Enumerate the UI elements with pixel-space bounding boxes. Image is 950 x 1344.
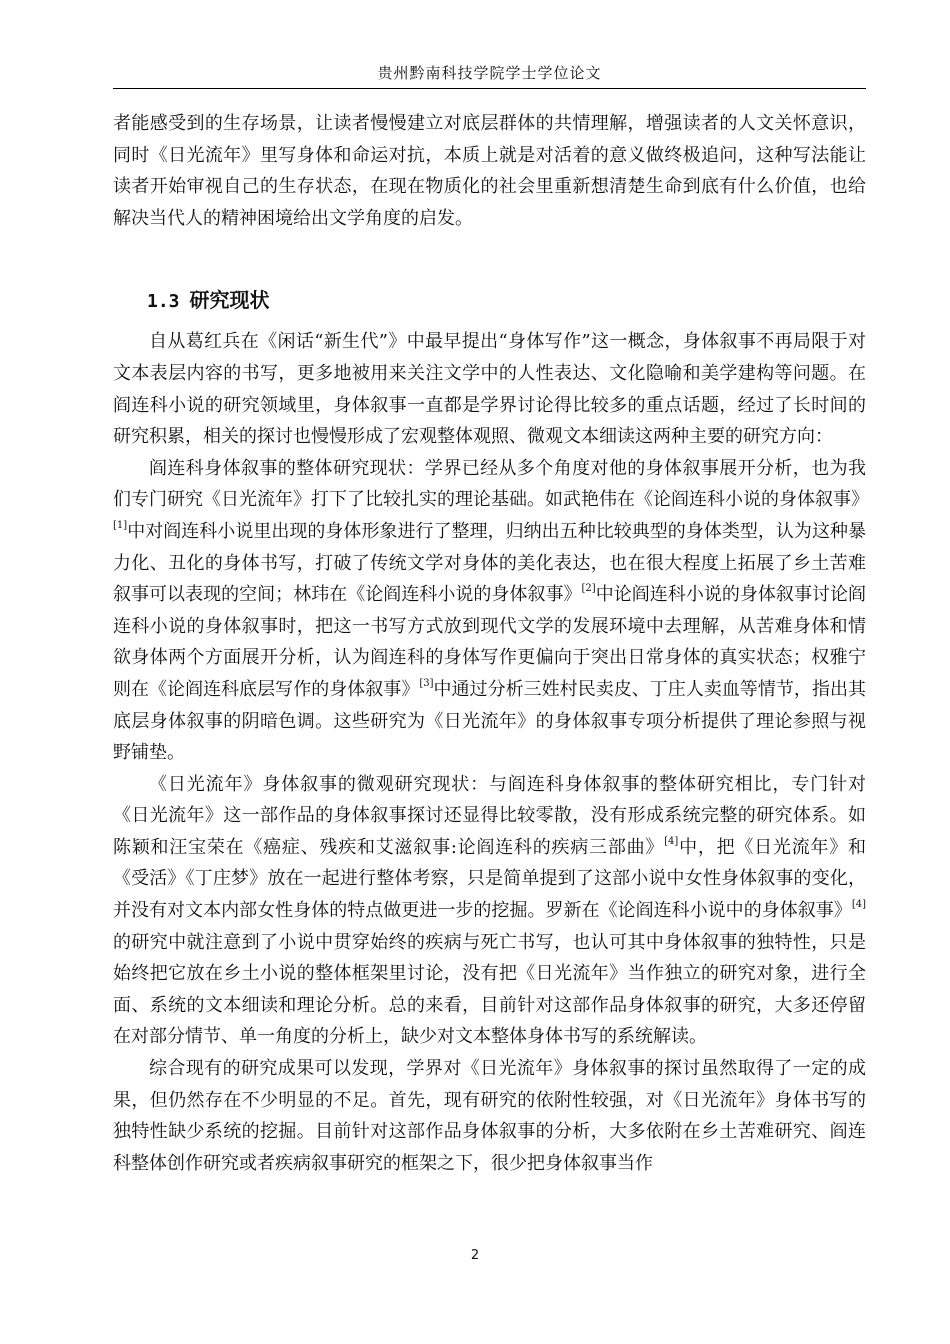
text-segment: 《日光流年》身体叙事的微观研究现状：与阎连科身体叙事的整体研究相比，专门针对《日光流年》这一部作品的身体叙事探讨还显得比较零散，没有形成系统完整的研究体系。如陈颖和汪宝荣在《癌症、残疾和艾滋叙事:论阎连科的疾病三部曲》: [113, 773, 866, 858]
page-body: [113, 108, 869, 1179]
section-number: 1.3: [147, 291, 180, 313]
section-heading: [147, 286, 866, 316]
page-number: 2: [470, 1248, 480, 1263]
text-segment: 中，把《日光流年》和《受活》《丁庄梦》放在一起进行整体考察，只是简单提到了这部小说中女性身体叙事的变化，并没有对文本内部女性身体的特点做更进一步的挖掘。罗新在《论阎连科小说中的身体叙事》: [113, 836, 867, 922]
paragraph-overall-research: [113, 453, 869, 769]
paragraph-summary: 综合现有的研究成果可以发现，学界对《日光流年》身体叙事的探讨虽然取得了一定的成果，但仍然存在不少明显的不足。首先，现有研究的依附性较强，对《日光流年》身体书写的独特性缺少系统的挖掘。目前针对这部作品身体叙事的分析，大多依附在乡土苦难研究、阎连科整体创作研究或者疾病叙事研究的框架之下，很少把身体叙事当作: [113, 1058, 866, 1174]
citation-ref: [3]: [419, 677, 434, 689]
text-segment: 中对阎连科小说里出现的身体形象进行了整理，归纳出五种比较典型的身体类型，认为这种暴力化、丑化的身体书写，打破了传统文学对身体的美化表达，也在很大程度上拓展了乡土苦难叙事可以表现的空间；林玮在《论阎连科小说的身体叙事》: [113, 520, 866, 606]
citation-ref: [4]: [664, 835, 679, 847]
section-title: 研究现状: [189, 288, 270, 313]
text-segment: 的研究中就注意到了小说中贯穿始终的疾病与死亡书写，也认可其中身体叙事的独特性，只是始终把它放在乡土小说的整体框架里讨论，没有把《日光流年》当作独立的研究对象，进行全面、系统的文本细读和理论分析。总的来看，目前针对这部作品身体叙事的研究，大多还停留在对部分情节、单一角度的分析上，缺少对文本整体身体书写的系统解读。: [113, 931, 866, 1048]
text-segment: 中通过分析三姓村民卖皮、丁庄人卖血等情节，指出其底层身体叙事的阴暗色调。这些研究为《日光流年》的身体叙事专项分析提供了理论参照与视野铺垫。: [113, 678, 866, 764]
citation-ref: [4]: [851, 899, 866, 911]
paragraph-micro-research: [113, 769, 866, 1053]
paragraph-intro: 自从葛红兵在《闲话“新生代”》中最早提出“身体写作”这一概念，身体叙事不再局限于对文本表层内容的书写，更多地被用来关注文学中的人性表达、文化隐喻和美学建构等问题。在阎连科小说的研究领域里，身体叙事一直都是学界讨论得比较多的重点话题，经过了长时间的研究积累，相关的探讨也慢慢形成了宏观整体观照、微观文本细读这两种主要的研究方向：: [113, 331, 866, 448]
header-rule: [113, 88, 866, 89]
text-segment: 中论阎连科小说的身体叙事讨论阎连科小说的身体叙事时，把这一书写方式放到现代文学的发展环境中去理解，从苦难身体和情欲身体两个方面展开分析，认为阎连科的身体写作更偏向于突出日常身体的真实状态；权雅宁则在《论阎连科底层写作的身体叙事》: [113, 584, 867, 700]
text-segment: 阎连科身体叙事的整体研究现状：学界已经从多个角度对他的身体叙事展开分析，也为我们专门研究《日光流年》打下了比较扎实的理论基础。如武艳伟在《论阎连科小说的身体叙事》: [113, 457, 869, 511]
citation-ref: [1]: [113, 519, 128, 531]
running-header: 贵州黔南科技学院学士学位论文: [377, 64, 602, 82]
citation-ref: [2]: [581, 583, 596, 595]
continuation-paragraph: 者能感受到的生存场景，让读者慢慢建立对底层群体的共情理解，增强读者的人文关怀意识，同时《日光流年》里写身体和命运对抗，本质上就是对活着的意义做终极追问，这种写法能让读者开始审视自己的生存状态，在现在物质化的社会里重新想清楚生命到底有什么价值，也给解决当代人的精神困境给出文学角度的启发。: [113, 113, 866, 229]
